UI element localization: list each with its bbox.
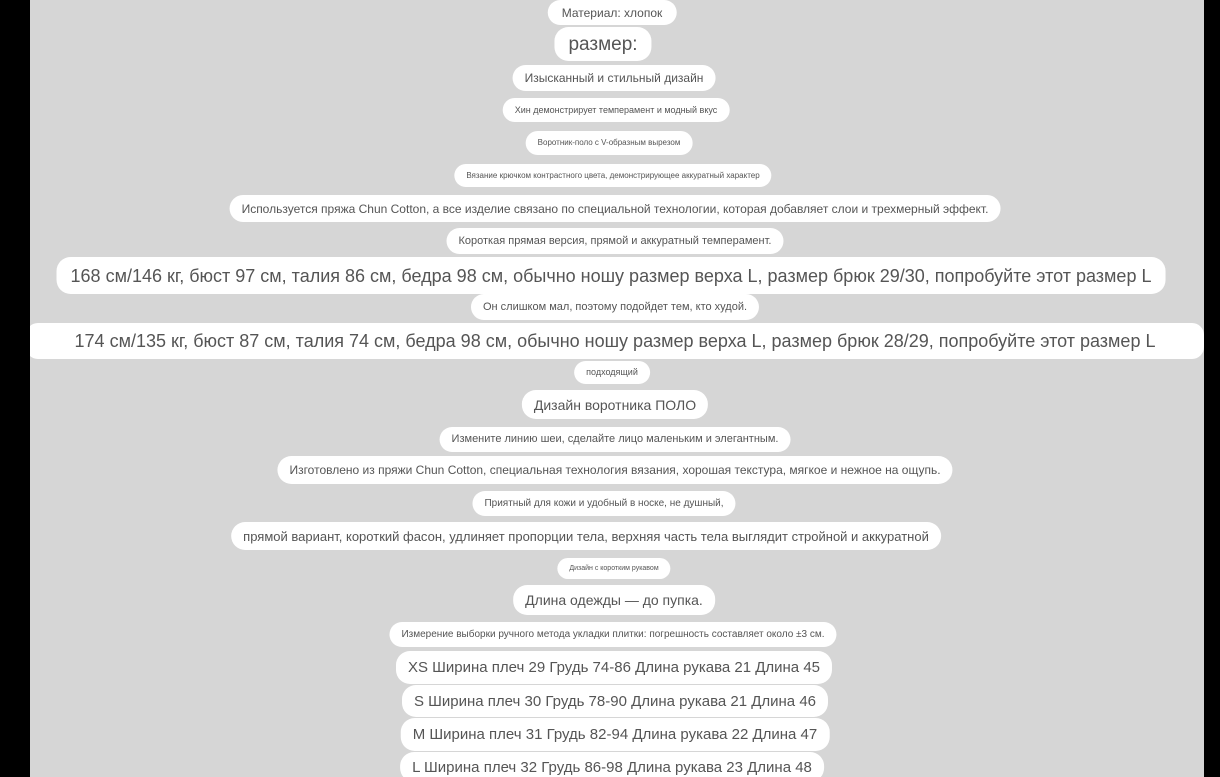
comfort-line: Приятный для кожи и удобный в носке, не душный, xyxy=(472,491,735,516)
short-sleeve-line: Дизайн с коротким рукавом xyxy=(557,558,670,579)
length-line: Длина одежды — до пупка. xyxy=(513,585,715,615)
size-l-row: L Ширина плеч 32 Грудь 86-98 Длина рукава 23 Длина 48 xyxy=(400,752,824,777)
material-line: Материал: хлопок xyxy=(548,0,677,25)
straight-cut-line: прямой вариант, короткий фасон, удлиняет пропорции тела, верхняя часть тела выглядит стройной и аккуратной xyxy=(231,522,941,550)
design-line: Изысканный и стильный дизайн xyxy=(513,65,716,91)
temperament-line: Хин демонстрирует темперамент и модный вкус xyxy=(503,98,730,122)
yarn-line: Используется пряжа Chun Cotton, а все изделие связано по специальной технологии, которая добавляет слои и трехмерный эффект. xyxy=(230,195,1001,222)
size-s-row: S Ширина плеч 30 Грудь 78-90 Длина рукава 21 Длина 46 xyxy=(402,685,828,717)
too-small-line: Он слишком мал, поэтому подойдет тем, кто худой. xyxy=(471,294,759,320)
polo-collar-line: Дизайн воротника ПОЛО xyxy=(522,390,708,419)
short-version-line: Короткая прямая версия, прямой и аккуратный темперамент. xyxy=(447,228,784,254)
collar-line: Воротник-поло с V-образным вырезом xyxy=(526,131,693,155)
crochet-line: Вязание крючком контрастного цвета, демонстрирующее аккуратный характер xyxy=(454,164,771,187)
size-heading: размер: xyxy=(554,27,651,61)
yarn-texture-line: Изготовлено из пряжи Chun Cotton, специальная технология вязания, хорошая текстура, мягкое и нежное на ощупь. xyxy=(277,456,952,484)
size-m-row: M Ширина плеч 31 Грудь 82-94 Длина рукава 22 Длина 47 xyxy=(401,718,830,751)
size-xs-row: XS Ширина плеч 29 Грудь 74-86 Длина рукава 21 Длина 45 xyxy=(396,651,832,684)
fit-label: подходящий xyxy=(574,361,650,384)
neckline-line: Измените линию шеи, сделайте лицо маленьким и элегантным. xyxy=(440,427,791,452)
model-1-measurements: 168 см/146 кг, бюст 97 см, талия 86 см, бедра 98 см, обычно ношу размер верха L, размер брюк 29/30, попробуйте этот размер L xyxy=(57,257,1166,294)
model-2-measurements: 174 см/135 кг, бюст 87 см, талия 74 см, бедра 98 см, обычно ношу размер верха L, размер брюк 28/29, попробуйте этот размер L xyxy=(30,323,1204,359)
product-description-image xyxy=(30,0,1204,777)
measurement-note: Измерение выборки ручного метода укладки плитки: погрешность составляет около ±3 см. xyxy=(389,622,836,647)
